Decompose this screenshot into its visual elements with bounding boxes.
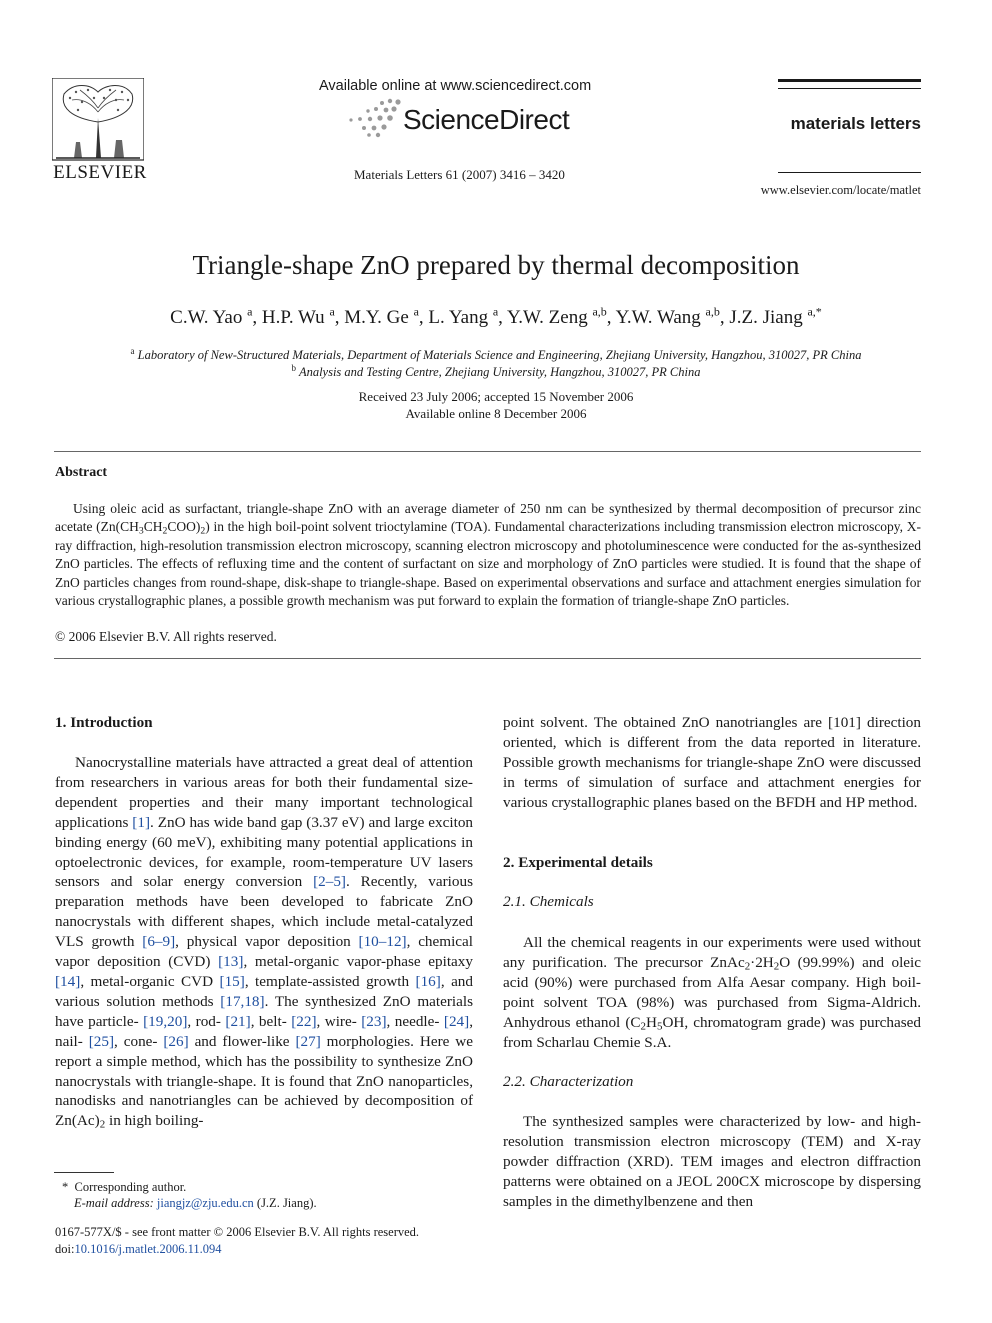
affiliation-text: Analysis and Testing Centre, Zhejiang University, Hangzhou, 310027, PR China xyxy=(298,365,701,380)
footnote-text: Corresponding author. xyxy=(74,1180,187,1194)
paragraph: The synthesized samples were characterized by low- and high-resolution transmission electron microscopy (TEM) and X-ray powder diffraction (XRD). TEM images and electron diffraction patterns were obtained on a JEOL 200CX microscope by dispersing samples in the dimethylbenzene and then xyxy=(503,1113,921,1210)
body-text: , metal-organic vapor-phase epitaxy xyxy=(243,953,473,971)
journal-rule-thick xyxy=(778,79,921,82)
author-separator: , xyxy=(498,307,507,329)
email-label: E-mail address: xyxy=(74,1196,154,1210)
sciencedirect-dots-icon xyxy=(344,98,402,138)
author-affiliation-mark: a xyxy=(329,305,335,319)
citation-link[interactable]: [13] xyxy=(218,953,244,971)
affiliation-a xyxy=(0,346,992,363)
body-text: , wire- xyxy=(316,1012,362,1030)
subscript: 2 xyxy=(773,960,780,973)
article-title: Triangle-shape ZnO prepared by thermal decomposition xyxy=(192,250,800,280)
subscript: 5 xyxy=(656,1020,663,1033)
author-affiliation-mark: a xyxy=(247,305,253,319)
citation-link[interactable]: [23] xyxy=(361,1012,387,1030)
abstract-heading: Abstract xyxy=(55,465,108,480)
doi-link[interactable]: 10.1016/j.matlet.2006.11.094 xyxy=(74,1242,222,1256)
citation-link[interactable]: [19,20] xyxy=(143,1012,188,1030)
author-affiliation-mark: a xyxy=(492,305,499,319)
citation-link[interactable]: [14] xyxy=(55,972,81,990)
citation-link[interactable]: [10–12] xyxy=(358,933,407,951)
author-affiliation-mark: a xyxy=(413,305,419,319)
abstract-text: CH xyxy=(143,519,163,535)
author xyxy=(729,307,821,328)
body-text: OH, chromatogram grade) was purchased from Scharlau Chemie S.A. xyxy=(503,1013,922,1051)
abstract-text: Using oleic acid as surfactant, triangle-shape ZnO with an average diameter of 250 nm can be synthesized by thermal decomposition of precursor zinc acetate (Zn(CH xyxy=(55,501,921,535)
subscript: 2 xyxy=(200,525,206,537)
characterization-paragraph xyxy=(503,1112,921,1212)
available-online-date: Available online 8 December 2006 xyxy=(405,406,587,421)
body-text: , metal-organic CVD xyxy=(80,972,220,990)
author-separator: , xyxy=(418,307,429,329)
author-name: C.W. Yao xyxy=(170,307,243,329)
author xyxy=(616,307,730,328)
body-text: , cone- xyxy=(114,1032,164,1050)
doi-label: doi: xyxy=(55,1242,75,1256)
introduction-continuation: point solvent. The obtained ZnO nanotriangles are [101] direction oriented, which is different from the data reported in literature. Possible growth mechanisms for triangle-shape ZnO were discussed in terms of simulation of surface and attachment energies for various crystallographic planes based on the BFDH and HP method. xyxy=(503,714,921,811)
abstract-text: ) in the high boil-point solvent trioctylamine (TOA). Fundamental characterizations including transmission electron microscopy, X-ray diffraction, high-resolution transmission electron microscopy, scanning electron microscopy and photoluminescence were conducted for the as-synthesized ZnO particles. The effects of refluxing time and the content of surfactant on size and morphology of ZnO particles were studied. It is found that the shape of ZnO particles changes from round-shape, disk-shape to triangle-shape. Based on experimental observations and surface and attachment energies simulation for various crystallographic planes, a possible growth mechanism was put forward to explain the formation of triangle-shape ZnO particles. xyxy=(55,519,922,609)
subscript: 3 xyxy=(138,525,144,537)
doi-line xyxy=(55,1242,222,1257)
copyright-notice: © 2006 Elsevier B.V. All rights reserved. xyxy=(55,629,277,644)
paragraph xyxy=(55,753,473,1131)
body-text: , and various solution methods xyxy=(55,972,473,1010)
author xyxy=(344,307,428,328)
citation-link[interactable]: [26] xyxy=(163,1032,189,1050)
body-text: , nail- xyxy=(55,1012,473,1050)
subscript: 2 xyxy=(162,525,168,537)
affiliation-b xyxy=(0,363,992,380)
author-name: H.P. Wu xyxy=(261,307,325,329)
citation-link[interactable]: [16] xyxy=(415,972,441,990)
introduction-paragraph xyxy=(55,753,473,1131)
body-text: H xyxy=(646,1013,657,1031)
citation-link[interactable]: [21] xyxy=(225,1012,251,1030)
author-name: L. Yang xyxy=(428,307,489,329)
body-text: , needle- xyxy=(386,1012,444,1030)
abstract-text: COO) xyxy=(167,519,201,535)
body-text: . The synthesized ZnO materials have particle- xyxy=(55,992,473,1030)
author-list xyxy=(0,305,992,329)
body-text: morphologies. Here we report a simple method, which has the possibility to synthesize ZnO nanocrystals with triangle-shape. It is found that ZnO nanoparticles, nanodisks and nanotriangles can be achieved by decomposition of Zn(Ac) xyxy=(55,1032,473,1130)
section-heading-experimental: 2. Experimental details xyxy=(503,854,653,871)
citation-link[interactable]: [2–5] xyxy=(313,873,346,891)
journal-citation: Materials Letters 61 (2007) 3416 – 3420 xyxy=(354,167,565,182)
body-text: in high boiling- xyxy=(105,1112,204,1130)
author-separator: , xyxy=(606,307,616,329)
subscript: 2 xyxy=(744,960,751,973)
author-affiliation-mark: a,b xyxy=(592,305,607,319)
body-text: and flower-like xyxy=(188,1032,296,1050)
sciencedirect-wordmark: ScienceDirect xyxy=(403,104,570,135)
footnote-star: * xyxy=(62,1180,69,1194)
journal-name: materials letters xyxy=(790,114,921,133)
received-dates: Received 23 July 2006; accepted 15 November 2006 xyxy=(358,389,634,404)
journal-url-link[interactable]: www.elsevier.com/locate/matlet xyxy=(760,183,921,197)
body-text: , physical vapor deposition xyxy=(175,933,359,951)
publisher-name: ELSEVIER xyxy=(53,162,147,183)
citation-link[interactable]: [27] xyxy=(295,1032,321,1050)
subscript: 2 xyxy=(640,1020,647,1033)
author-affiliation-mark: a,b xyxy=(705,305,720,319)
affiliation-label: b xyxy=(291,363,297,373)
email-owner: (J.Z. Jiang). xyxy=(253,1196,317,1210)
issn-notice: 0167-577X/$ - see front matter © 2006 Elsevier B.V. All rights reserved. xyxy=(55,1225,420,1239)
citation-link[interactable]: [22] xyxy=(291,1012,317,1030)
body-text: , rod- xyxy=(187,1012,226,1030)
subsection-heading-chemicals: 2.1. Chemicals xyxy=(503,893,594,910)
email-link[interactable]: jiangjz@zju.edu.cn xyxy=(156,1196,254,1210)
author xyxy=(507,307,616,328)
journal-rule-thin xyxy=(778,88,921,89)
subscript: 2 xyxy=(99,1119,106,1132)
body-text: Nanocrystalline materials have attracted a great deal of attention from researchers in various areas for both their fundamental size-dependent properties and their many important technological applications xyxy=(55,754,473,831)
citation-link[interactable]: [17,18] xyxy=(220,992,265,1010)
corresponding-author-note xyxy=(62,1180,186,1195)
section-heading-introduction: 1. Introduction xyxy=(55,714,153,731)
abstract-top-rule xyxy=(54,451,921,452)
footnote-rule xyxy=(54,1172,114,1173)
author xyxy=(428,307,507,328)
email-note xyxy=(74,1196,317,1211)
author xyxy=(262,307,344,328)
author-name: M.Y. Ge xyxy=(344,307,409,329)
paragraph xyxy=(503,933,921,1052)
author-separator: , xyxy=(334,307,345,329)
author-affiliation-mark: a,* xyxy=(807,305,822,319)
body-text: All the chemical reagents in our experiments were used without any purification. The precursor ZnAc xyxy=(503,934,921,971)
author-separator: , xyxy=(719,307,730,329)
citation-link[interactable]: [1] xyxy=(132,813,151,831)
citation-link[interactable]: [25] xyxy=(88,1032,115,1050)
affiliation-label: a xyxy=(130,346,135,356)
journal-rule-bottom xyxy=(778,172,921,173)
citation-link[interactable]: [6–9] xyxy=(142,933,176,951)
body-text: O (99.99%) and oleic acid (90%) were purchased from Alfa Aesar company. High boil-point solvent TOA (98%) was purchased from Sigma-Aldrich. Anhydrous ethanol (C xyxy=(503,953,921,1031)
body-text: . Recently, various preparation methods have been developed to fabricate ZnO nanocrystals with different shapes, which include metal-catalyzed VLS growth xyxy=(55,873,473,951)
abstract-body xyxy=(55,500,921,610)
available-online-text: Available online at www.sciencedirect.com xyxy=(319,78,592,94)
citation-link[interactable]: [24] xyxy=(443,1012,470,1030)
body-text: , chemical vapor deposition (CVD) xyxy=(55,933,474,971)
chemicals-paragraph xyxy=(503,933,921,1052)
body-text: . ZnO has wide band gap (3.37 eV) and large exciton binding energy (60 meV), exhibiting many potential applications in optoelectronic devices, for example, room-temperature UV lasers sensors and solar energy conversion xyxy=(55,813,473,891)
citation-link[interactable]: [15] xyxy=(219,972,245,990)
author-separator: , xyxy=(252,307,262,329)
author-name: J.Z. Jiang xyxy=(729,307,803,329)
author xyxy=(170,307,262,328)
author-name: Y.W. Wang xyxy=(615,307,701,329)
body-text: , template-assisted growth xyxy=(244,972,416,990)
subsection-heading-characterization: 2.2. Characterization xyxy=(503,1073,634,1090)
affiliation-text: Laboratory of New-Structured Materials, Department of Materials Science and Engineering, Zhejiang University, Hangzhou, 310027, PR China xyxy=(137,348,862,363)
abstract-bottom-rule xyxy=(54,658,921,659)
body-text: ·2H xyxy=(750,953,774,971)
author-name: Y.W. Zeng xyxy=(506,307,588,329)
body-text: , belt- xyxy=(250,1012,292,1030)
